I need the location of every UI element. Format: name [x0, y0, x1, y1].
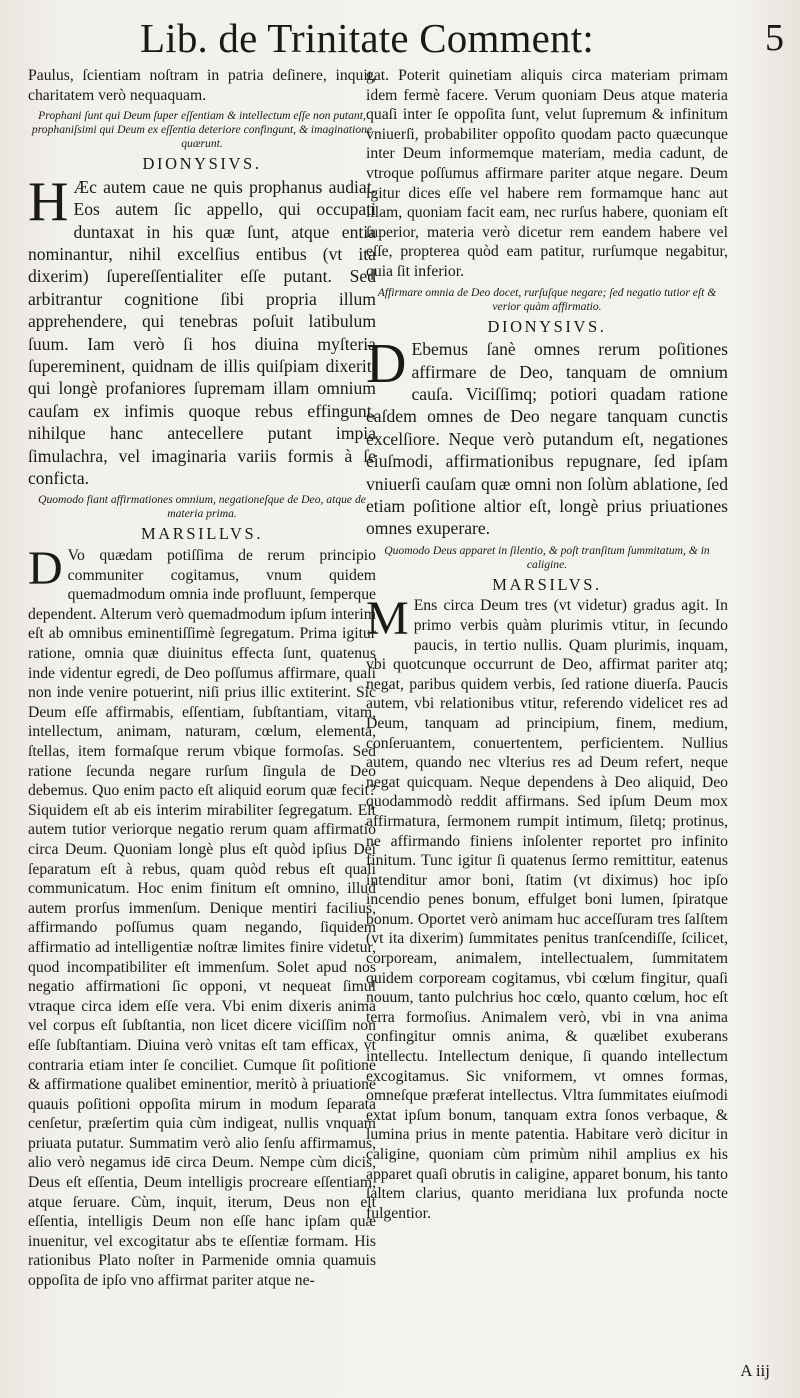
page-number: 5: [765, 17, 784, 59]
signature-mark: A iij: [740, 1361, 770, 1380]
body-paragraph: [366, 333, 728, 540]
section-heading: MARSILLVS.: [140, 524, 264, 544]
drop-capital: D: [366, 333, 407, 396]
section-heading: DIONYSIVS.: [142, 154, 262, 174]
marginal-summary: Quomodo Deus apparet in ſilentio, & poſt tranſitum ſummitatum, & in caligine.: [384, 543, 710, 571]
paragraph-text: Ebemus ſanè omnes rerum poſitiones affirmare de Deo, tanquam de omnium cauſa. Viciſſimq; potiori quadam ratione eaſdem omnes de Deo negare tanquam cunctis excelſiore. Neque verò putandum eſt, negationes eiuſmodi, affirmationibus repugnare, ſed ipſam vniuerſi cauſam quæ omni non ſolùm ablatione, ſed etiam poſitione altior eſt, longè prius priuationes omnes exuperare.: [366, 339, 728, 539]
body-paragraph: [28, 170, 376, 490]
body-paragraph: [28, 542, 376, 1291]
left-column: [28, 66, 376, 1291]
body-paragraph: [366, 592, 728, 1223]
body-paragraph: gat. Poterit quinetiam aliquis circa materiam primam idem fermè facere. Verum quoniam Deus atque materia quaſi inter ſe oppoſita ſunt, velut ſupremum & infinitum vniuerſi, probabiliter oppoſito quodam pacto quæcunque inter Deum informemque materiam, media cadunt, de vtroque poſſumus affirmare pariter atque negare. Deum igitur dices eſſe vel habere rem formamque hanc aut illam, quoniam facit eam, nec rurſus habere, quoniam eſt ſuperior, materia verò dicetur rem eandem habere vel eſſe, propterea quòd eam patitur, rurſumque negabitur, quia ſit inferior.: [366, 67, 728, 280]
page-header: [30, 6, 790, 64]
paragraph-text: Vo quædam potiſſima de rerum principio communiter cogitamus, vnum quidem quemadmodum omnia inde profluunt, ſemperque dependent. Alterum verò quemadmodum ipſum interim eſt ab omnibus eminentiſſimè ſegregatum. Prima igitur ratione, omnia quæ diuinitus effecta ſunt, quatenus inde videntur egredi, de Deo poſſumus affirmare, quaſi non inde venire potuerint, niſi prius illic extiterint. Sic Deum eſſe affirmabis, eſſentiam, ſubſtantiam, vitam, intellectum, animam, naturam, cœlum, elementa, ſtellas, item formaſque rerum vbique formoſas. Sed ratione ſecunda negare rurſum ſingula de Deo debemus. Quo enim pacto eſt aliquid eorum quæ fecit? Siquidem eſt ab eis interim mirabiliter ſegregatum. Eſt autem tutior veriorque negatio rerum quam affirmatio circa Deum. Quoniam longè plus eſt quòd ipſius Dei ſeparatum eſt à rebus, quam quòd rebus eſt quaſi communicatum. Hoc enim finitum eſt omnino, illud autem prorſus immenſum. Denique mentiri facilius, affirmando poſſumus quam negando, ſiquidem affirmatio ad intelligentiæ noſtræ limites finire videtur, quod incompatibiliter eſt immenſum. Solet apud nos negatio affirmationi ſic opponi, vt nequeat ſimul vtraque circa idem eſſe vera. Vbi enim dixeris anima vel corpus eſt ſubſtantia, non licet dicere viciſſim non eſſe ſubſtantiam. Diuina verò vnitas eſt tam efficax, vt contraria etiam inter ſe conciliet. Cumque ſit poſitione & affirmatione qualibet eminentior, meritò à priuatione quauis poſitioni oppoſita mirum in modum ſeparata cenſetur, præſertim quia cùm indigeat, nullis vnquam priuata putatur. Summatim verò alio ſenſu affirmamus, alio verò negamus idē circa Deum. Nempe cùm dicis, Deus eſt eſſentia, Deum intelligis procreare eſſentiam, atque ſeruare. Cùm, inquit, iterum, Deus non eſt eſſentia, intelligis Deum non eſſe hanc ipſam quæ inuenitur, vel excogitatur abs te eſſentiæ formam. His rationibus Plato noſter in Parmenide omnia quamuis oppoſita de ipſo vno affirmat pariter atque ne-: [28, 547, 376, 1290]
paragraph-text: Ens circa Deum tres (vt videtur) gradus agit. In primo verbis quàm plurimis vtitur, in ſecundo paucis, in tertio nullis. Quam plurimis, inquam, vbi quotcunque occurrunt de Deo, affirmat pariter atq; negat, paribus quidem verbis, ſed ratione diuerſa. Paucis autem, vbi relationibus vtitur, referendo videlicet res ad Deum, tanquam ad principium, finem, medium, conſeruantem, conuertentem, perficientem. Nullius autem, quando nec vlterius res ad Deum refert, neque negat quicquam. Neque dependens à Deo aliquid, Deo quodammodò reddit affirmans. Sed ipſum Deum mox affirmatura, ſermonem rumpit intimum, ſiletq; protinus, ne affirmando finiens inſolenter reportet pro infinito finitum. Tunc igitur ſi quatenus ſermo remittitur, eatenus intenditur amor boni, ſtatim (vt diximus) hoc ipſo incendio penes bonum, effulget boni lumen, ſpiratque bonum. Oportet verò animam huc acceſſuram tres ſalſtem (vt ita dixerim) ſummitates penitus tranſcendiſſe, ſcilicet, corpoream, animalem, intellectualem, ſummitatem quidem corpoream cogitamus, vbi cœlum fingitur, quaſi nouum, tanto pulchrius hoc cœlo, quanto cœlum, hoc eſt terra formoſius. Animalem verò, vbi in vna anima confingitur omnis anima, & quælibet exuberans intellectu. Intellectum denique, ſi quando intellectum excogitamus. Sic vniformem, vt omnes formas, omneſque præferat intellectus. Vltra ſummitates eiuſmodi extat ipſum bonum, tanquam extra ſonos verbaque, & lumina prius in mente patentia. Habitare verò dicitur in caligine, quoniam cùm primùm nihil amplius ex his apparet quaſi obrutis in caligine, apparet bonum, his tanto ſaltem clarius, quanto meridiana lux profunda nocte fulgentior.: [366, 597, 728, 1222]
drop-capital: M: [366, 592, 409, 646]
paragraph-text: Æc autem caue ne quis prophanus audiat. Eos autem ſic appello, qui occupati duntaxat in his quæ ſunt, atque entia nominantur, nihil excelſius entibus (vt ita dixerim) ſupereſſentialiter eſſe putant. Sed arbitrantur cognitione ſibi propria illum apprehendere, qui tenebras poſuit latibulum ſuum. Iam verò ſi hos diuina myſteria ſupereminent, quidnam de illis quiſpiam dixerit, qui longè profaniores ſupremam illam omnium cauſam ex infimis quoque rebus effingunt, nihilque hanc antecellere putant impia ſimulachra, vel imaginaria variis formis à ſe conficta.: [28, 176, 376, 489]
marginal-summary: Prophani ſunt qui Deum ſuper eſſentiam & intellectum eſſe non putant, prophaniſsimi qui Deum ex eſſentia deteriore confingunt, & imaginatione quærunt.: [31, 109, 373, 151]
marginal-summary: Affirmare omnia de Deo docet, rurſuſque negare; ſed negatio tutior eſt & verior quàm affirmatio.: [377, 285, 717, 313]
intro-paragraph: Paulus, ſcientiam noſtram in patria deſinere, inquit, charitatem verò nequaquam.: [28, 67, 376, 104]
drop-capital: D: [28, 542, 63, 596]
marginal-summary: Quomodo fiant affirmationes omnium, negationeſque de Deo, atque de materia prima.: [38, 493, 366, 521]
section-heading: MARSILVS.: [492, 574, 602, 594]
drop-capital: H: [28, 170, 69, 233]
right-column: [366, 66, 728, 1223]
running-title: Lib. de Trinitate Comment:: [140, 15, 594, 61]
section-heading: DIONYSIVS.: [487, 316, 607, 336]
